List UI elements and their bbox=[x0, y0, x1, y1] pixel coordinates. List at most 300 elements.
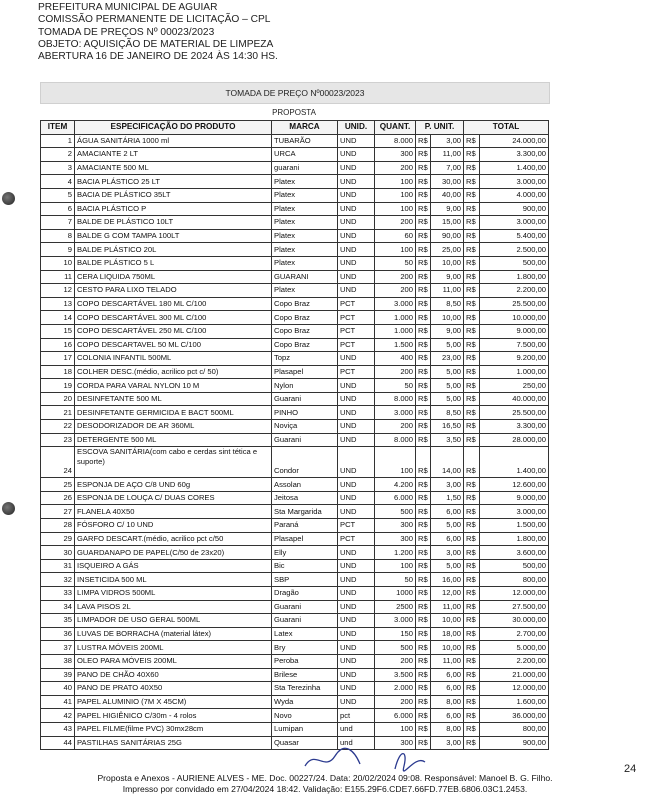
cell-unit-price: 6,00 bbox=[431, 668, 464, 682]
table-row bbox=[41, 311, 549, 325]
cell-description: FLANELA 40X50 bbox=[75, 505, 272, 519]
cell-brand: Platex bbox=[272, 229, 338, 243]
cell-description: DESINFETANTE GERMICIDA E BACT 500ML bbox=[75, 406, 272, 420]
cell-unit-price: 3,00 bbox=[431, 478, 464, 492]
cell-unit-price: 11,00 bbox=[431, 148, 464, 162]
cell-brand: Plasapel bbox=[272, 365, 338, 379]
cell-price-currency: R$ bbox=[416, 175, 431, 189]
cell-unit-price: 8,50 bbox=[431, 406, 464, 420]
table-row bbox=[41, 202, 549, 216]
cell-quantity: 150 bbox=[375, 627, 416, 641]
header-commission: COMISSÃO PERMANENTE DE LICITAÇÃO – CPL bbox=[38, 14, 271, 26]
cell-total: 9.200,00 bbox=[480, 352, 549, 366]
col-header-item: ITEM bbox=[41, 121, 75, 135]
cell-description: ESCOVA SANITÁRIA(com cabo e cerdas sint tética e suporte) bbox=[75, 447, 272, 478]
cell-price-currency: R$ bbox=[416, 668, 431, 682]
cell-unit: und bbox=[338, 722, 375, 736]
footer-line-1: Proposta e Anexos - AURIENE ALVES - ME. Doc. 00227/24. Data: 20/02/2024 09:08. Responsável: Manoel B. G. Filho. bbox=[97, 773, 553, 783]
cell-unit-price: 14,00 bbox=[431, 447, 464, 478]
cell-item: 1 bbox=[41, 134, 75, 148]
table-row bbox=[41, 216, 549, 230]
cell-unit: UND bbox=[338, 641, 375, 655]
cell-brand: Elly bbox=[272, 546, 338, 560]
cell-brand: Dragão bbox=[272, 587, 338, 601]
table-row bbox=[41, 270, 549, 284]
cell-unit: UND bbox=[338, 433, 375, 447]
table-row bbox=[41, 546, 549, 560]
table-header-row bbox=[41, 121, 549, 135]
cell-item: 28 bbox=[41, 519, 75, 533]
cell-quantity: 100 bbox=[375, 188, 416, 202]
table-row bbox=[41, 229, 549, 243]
tender-banner: TOMADA DE PREÇO Nº00023/2023 bbox=[40, 82, 550, 104]
cell-description: BALDE PLÁSTICO 20L bbox=[75, 243, 272, 257]
table-row bbox=[41, 668, 549, 682]
cell-description: LIMPADOR DE USO GERAL 500ML bbox=[75, 614, 272, 628]
cell-item: 41 bbox=[41, 695, 75, 709]
cell-unit-price: 5,00 bbox=[431, 338, 464, 352]
cell-unit: UND bbox=[338, 559, 375, 573]
cell-price-currency: R$ bbox=[416, 365, 431, 379]
cell-total-currency: R$ bbox=[464, 532, 480, 546]
cell-unit-price: 9,00 bbox=[431, 202, 464, 216]
cell-total: 1.500,00 bbox=[480, 519, 549, 533]
cell-total-currency: R$ bbox=[464, 216, 480, 230]
cell-total-currency: R$ bbox=[464, 505, 480, 519]
table-row bbox=[41, 682, 549, 696]
footer-line-2: Impresso por convidado em 27/04/2024 18:42. Validação: E155.29F6.CDE7.66FD.77EB.6806.03C1.2453. bbox=[122, 784, 528, 794]
cell-item: 34 bbox=[41, 600, 75, 614]
cell-brand: PINHO bbox=[272, 406, 338, 420]
cell-total: 24.000,00 bbox=[480, 134, 549, 148]
cell-price-currency: R$ bbox=[416, 379, 431, 393]
table-row bbox=[41, 600, 549, 614]
cell-unit: UND bbox=[338, 216, 375, 230]
cell-item: 36 bbox=[41, 627, 75, 641]
cell-price-currency: R$ bbox=[416, 559, 431, 573]
cell-total-currency: R$ bbox=[464, 270, 480, 284]
cell-brand: Platex bbox=[272, 188, 338, 202]
table-row bbox=[41, 175, 549, 189]
cell-unit: UND bbox=[338, 229, 375, 243]
header-opening-date: ABERTURA 16 DE JANEIRO DE 2024 ÀS 14:30 HS. bbox=[38, 51, 278, 63]
cell-total: 7.500,00 bbox=[480, 338, 549, 352]
cell-item: 8 bbox=[41, 229, 75, 243]
table-row bbox=[41, 573, 549, 587]
cell-unit-price: 5,00 bbox=[431, 365, 464, 379]
cell-total: 4.000,00 bbox=[480, 188, 549, 202]
table-row bbox=[41, 559, 549, 573]
cell-unit-price: 3,00 bbox=[431, 736, 464, 750]
cell-item: 3 bbox=[41, 161, 75, 175]
table-row bbox=[41, 736, 549, 750]
cell-description: COLHER DESC.(médio, acrilico pct c/ 50) bbox=[75, 365, 272, 379]
cell-unit: PCT bbox=[338, 532, 375, 546]
col-header-unit: UNID. bbox=[338, 121, 375, 135]
signature-mark bbox=[300, 744, 450, 774]
cell-unit-price: 3,50 bbox=[431, 433, 464, 447]
cell-total: 5.000,00 bbox=[480, 641, 549, 655]
cell-total-currency: R$ bbox=[464, 365, 480, 379]
cell-brand: Platex bbox=[272, 216, 338, 230]
table-row bbox=[41, 324, 549, 338]
table-row bbox=[41, 297, 549, 311]
cell-total-currency: R$ bbox=[464, 243, 480, 257]
cell-quantity: 1.000 bbox=[375, 311, 416, 325]
cell-unit: PCT bbox=[338, 338, 375, 352]
table-row bbox=[41, 641, 549, 655]
cell-quantity: 100 bbox=[375, 202, 416, 216]
cell-description: BACIA PLÁSTICO 25 LT bbox=[75, 175, 272, 189]
cell-total-currency: R$ bbox=[464, 491, 480, 505]
cell-description: PAPEL HIGIÊNICO C/30m - 4 rolos bbox=[75, 709, 272, 723]
cell-price-currency: R$ bbox=[416, 587, 431, 601]
table-row bbox=[41, 532, 549, 546]
cell-description: COLONIA INFANTIL 500ML bbox=[75, 352, 272, 366]
cell-brand: Bic bbox=[272, 559, 338, 573]
cell-description: ESPONJA DE AÇO C/8 UND 60g bbox=[75, 478, 272, 492]
cell-description: DETERGENTE 500 ML bbox=[75, 433, 272, 447]
cell-price-currency: R$ bbox=[416, 297, 431, 311]
cell-price-currency: R$ bbox=[416, 148, 431, 162]
cell-total: 800,00 bbox=[480, 573, 549, 587]
cell-item: 35 bbox=[41, 614, 75, 628]
col-header-unit-price: P. UNIT. bbox=[416, 121, 464, 135]
cell-quantity: 60 bbox=[375, 229, 416, 243]
cell-quantity: 6.000 bbox=[375, 491, 416, 505]
cell-price-currency: R$ bbox=[416, 614, 431, 628]
cell-description: PANO DE PRATO 40X50 bbox=[75, 682, 272, 696]
cell-total-currency: R$ bbox=[464, 695, 480, 709]
cell-description: ISQUEIRO A GÁS bbox=[75, 559, 272, 573]
cell-unit-price: 15,00 bbox=[431, 216, 464, 230]
cell-total-currency: R$ bbox=[464, 256, 480, 270]
cell-item: 19 bbox=[41, 379, 75, 393]
cell-unit: UND bbox=[338, 627, 375, 641]
cell-price-currency: R$ bbox=[416, 736, 431, 750]
cell-description: COPO DESCARTÁVEL 300 ML C/100 bbox=[75, 311, 272, 325]
cell-description: BALDE G COM TAMPA 100LT bbox=[75, 229, 272, 243]
table-row bbox=[41, 614, 549, 628]
cell-item: 27 bbox=[41, 505, 75, 519]
cell-total: 1.000,00 bbox=[480, 365, 549, 379]
cell-total: 250,00 bbox=[480, 379, 549, 393]
cell-quantity: 300 bbox=[375, 532, 416, 546]
cell-total: 12.000,00 bbox=[480, 682, 549, 696]
cell-description: COPO DESCARTÁVEL 250 ML C/100 bbox=[75, 324, 272, 338]
cell-quantity: 500 bbox=[375, 641, 416, 655]
document-header bbox=[38, 2, 458, 63]
cell-brand: Brilese bbox=[272, 668, 338, 682]
cell-total-currency: R$ bbox=[464, 352, 480, 366]
cell-description: FÓSFORO C/ 10 UND bbox=[75, 519, 272, 533]
cell-unit: UND bbox=[338, 243, 375, 257]
cell-item: 24 bbox=[41, 447, 75, 478]
table-row bbox=[41, 519, 549, 533]
cell-unit-price: 10,00 bbox=[431, 311, 464, 325]
cell-total-currency: R$ bbox=[464, 709, 480, 723]
cell-unit-price: 3,00 bbox=[431, 134, 464, 148]
cell-quantity: 200 bbox=[375, 216, 416, 230]
cell-unit-price: 5,00 bbox=[431, 559, 464, 573]
cell-unit: UND bbox=[338, 352, 375, 366]
cell-item: 7 bbox=[41, 216, 75, 230]
cell-brand: TUBARÃO bbox=[272, 134, 338, 148]
cell-total-currency: R$ bbox=[464, 338, 480, 352]
cell-price-currency: R$ bbox=[416, 338, 431, 352]
cell-brand: guarani bbox=[272, 161, 338, 175]
cell-unit: und bbox=[338, 736, 375, 750]
cell-price-currency: R$ bbox=[416, 722, 431, 736]
cell-quantity: 1.200 bbox=[375, 546, 416, 560]
cell-unit: UND bbox=[338, 175, 375, 189]
cell-quantity: 100 bbox=[375, 175, 416, 189]
table-row bbox=[41, 722, 549, 736]
cell-brand: URCA bbox=[272, 148, 338, 162]
cell-quantity: 200 bbox=[375, 695, 416, 709]
cell-description: AMACIANTE 500 ML bbox=[75, 161, 272, 175]
cell-brand: SBP bbox=[272, 573, 338, 587]
table-row bbox=[41, 161, 549, 175]
cell-unit-price: 11,00 bbox=[431, 284, 464, 298]
cell-item: 37 bbox=[41, 641, 75, 655]
table-row bbox=[41, 433, 549, 447]
cell-unit-price: 10,00 bbox=[431, 641, 464, 655]
cell-total: 9.000,00 bbox=[480, 324, 549, 338]
col-header-brand: MARCA bbox=[272, 121, 338, 135]
cell-brand: Platex bbox=[272, 243, 338, 257]
cell-item: 22 bbox=[41, 420, 75, 434]
cell-unit: UND bbox=[338, 134, 375, 148]
cell-brand: Nylon bbox=[272, 379, 338, 393]
cell-price-currency: R$ bbox=[416, 695, 431, 709]
cell-total-currency: R$ bbox=[464, 478, 480, 492]
cell-unit: pct bbox=[338, 709, 375, 723]
cell-price-currency: R$ bbox=[416, 270, 431, 284]
cell-quantity: 400 bbox=[375, 352, 416, 366]
cell-unit-price: 9,00 bbox=[431, 324, 464, 338]
cell-unit-price: 11,00 bbox=[431, 654, 464, 668]
cell-item: 42 bbox=[41, 709, 75, 723]
cell-total: 21.000,00 bbox=[480, 668, 549, 682]
table-row bbox=[41, 709, 549, 723]
cell-total-currency: R$ bbox=[464, 188, 480, 202]
cell-total-currency: R$ bbox=[464, 573, 480, 587]
cell-price-currency: R$ bbox=[416, 216, 431, 230]
cell-unit-price: 1,50 bbox=[431, 491, 464, 505]
table-row bbox=[41, 365, 549, 379]
cell-item: 44 bbox=[41, 736, 75, 750]
cell-quantity: 8.000 bbox=[375, 433, 416, 447]
cell-unit-price: 10,00 bbox=[431, 256, 464, 270]
cell-item: 29 bbox=[41, 532, 75, 546]
cell-item: 18 bbox=[41, 365, 75, 379]
cell-item: 40 bbox=[41, 682, 75, 696]
cell-unit-price: 25,00 bbox=[431, 243, 464, 257]
cell-quantity: 2500 bbox=[375, 600, 416, 614]
table-row bbox=[41, 447, 549, 478]
cell-unit: UND bbox=[338, 587, 375, 601]
cell-description: PASTILHAS SANITÁRIAS 25G bbox=[75, 736, 272, 750]
cell-unit-price: 6,00 bbox=[431, 709, 464, 723]
cell-quantity: 50 bbox=[375, 379, 416, 393]
cell-brand: Condor bbox=[272, 447, 338, 478]
cell-total: 2.200,00 bbox=[480, 654, 549, 668]
cell-unit: UND bbox=[338, 682, 375, 696]
punch-hole-icon bbox=[2, 192, 15, 205]
table-row bbox=[41, 587, 549, 601]
cell-brand: Copo Braz bbox=[272, 297, 338, 311]
table-row bbox=[41, 379, 549, 393]
table-row bbox=[41, 478, 549, 492]
cell-price-currency: R$ bbox=[416, 654, 431, 668]
cell-price-currency: R$ bbox=[416, 505, 431, 519]
cell-price-currency: R$ bbox=[416, 161, 431, 175]
cell-item: 38 bbox=[41, 654, 75, 668]
cell-price-currency: R$ bbox=[416, 202, 431, 216]
cell-price-currency: R$ bbox=[416, 573, 431, 587]
cell-brand: Copo Braz bbox=[272, 338, 338, 352]
cell-total: 28.000,00 bbox=[480, 433, 549, 447]
cell-total: 1.400,00 bbox=[480, 161, 549, 175]
cell-total-currency: R$ bbox=[464, 546, 480, 560]
cell-unit: UND bbox=[338, 695, 375, 709]
cell-unit: UND bbox=[338, 600, 375, 614]
cell-total: 1.600,00 bbox=[480, 695, 549, 709]
cell-price-currency: R$ bbox=[416, 519, 431, 533]
cell-total-currency: R$ bbox=[464, 641, 480, 655]
cell-quantity: 200 bbox=[375, 161, 416, 175]
cell-total-currency: R$ bbox=[464, 175, 480, 189]
cell-total-currency: R$ bbox=[464, 587, 480, 601]
cell-price-currency: R$ bbox=[416, 134, 431, 148]
cell-total: 25.500,00 bbox=[480, 297, 549, 311]
cell-brand: Platex bbox=[272, 175, 338, 189]
cell-quantity: 200 bbox=[375, 270, 416, 284]
cell-total: 2.500,00 bbox=[480, 243, 549, 257]
cell-unit-price: 23,00 bbox=[431, 352, 464, 366]
table-body bbox=[41, 134, 549, 750]
cell-description: GUARDANAPO DE PAPEL(C/50 de 23x20) bbox=[75, 546, 272, 560]
cell-quantity: 4.200 bbox=[375, 478, 416, 492]
cell-price-currency: R$ bbox=[416, 311, 431, 325]
cell-unit-price: 9,00 bbox=[431, 270, 464, 284]
cell-item: 17 bbox=[41, 352, 75, 366]
cell-unit: PCT bbox=[338, 297, 375, 311]
cell-total: 500,00 bbox=[480, 559, 549, 573]
cell-item: 13 bbox=[41, 297, 75, 311]
punch-hole-icon bbox=[2, 502, 15, 515]
cell-total: 36.000,00 bbox=[480, 709, 549, 723]
cell-unit-price: 8,00 bbox=[431, 695, 464, 709]
cell-description: BALDE DE PLÁSTICO 10LT bbox=[75, 216, 272, 230]
cell-brand: Plasapel bbox=[272, 532, 338, 546]
cell-brand: Latex bbox=[272, 627, 338, 641]
header-object: OBJETO: AQUISIÇÃO DE MATERIAL DE LIMPEZA bbox=[38, 38, 274, 50]
cell-description: PAPEL ALUMINIO (7M X 45CM) bbox=[75, 695, 272, 709]
cell-description: CERA LIQUIDA 750ML bbox=[75, 270, 272, 284]
cell-price-currency: R$ bbox=[416, 324, 431, 338]
cell-item: 12 bbox=[41, 284, 75, 298]
cell-total-currency: R$ bbox=[464, 134, 480, 148]
cell-brand: Platex bbox=[272, 202, 338, 216]
cell-price-currency: R$ bbox=[416, 641, 431, 655]
cell-price-currency: R$ bbox=[416, 433, 431, 447]
cell-description: CORDA PARA VARAL NYLON 10 M bbox=[75, 379, 272, 393]
cell-total-currency: R$ bbox=[464, 392, 480, 406]
cell-price-currency: R$ bbox=[416, 682, 431, 696]
cell-description: DESODORIZADOR DE AR 360ML bbox=[75, 420, 272, 434]
cell-unit-price: 40,00 bbox=[431, 188, 464, 202]
cell-unit: UND bbox=[338, 188, 375, 202]
cell-total: 3.600,00 bbox=[480, 546, 549, 560]
table-row bbox=[41, 134, 549, 148]
cell-brand: Wyda bbox=[272, 695, 338, 709]
cell-price-currency: R$ bbox=[416, 600, 431, 614]
cell-description: CESTO PARA LIXO TELADO bbox=[75, 284, 272, 298]
cell-unit: UND bbox=[338, 148, 375, 162]
cell-description: INSETICIDA 500 ML bbox=[75, 573, 272, 587]
cell-item: 2 bbox=[41, 148, 75, 162]
table-row bbox=[41, 243, 549, 257]
cell-unit-price: 90,00 bbox=[431, 229, 464, 243]
cell-unit: UND bbox=[338, 478, 375, 492]
cell-unit: UND bbox=[338, 505, 375, 519]
cell-total: 40.000,00 bbox=[480, 392, 549, 406]
cell-total: 1.400,00 bbox=[480, 447, 549, 478]
cell-total-currency: R$ bbox=[464, 654, 480, 668]
cell-total-currency: R$ bbox=[464, 297, 480, 311]
cell-item: 31 bbox=[41, 559, 75, 573]
cell-quantity: 6.000 bbox=[375, 709, 416, 723]
table-row bbox=[41, 352, 549, 366]
cell-unit: UND bbox=[338, 379, 375, 393]
cell-unit-price: 10,00 bbox=[431, 614, 464, 628]
cell-total-currency: R$ bbox=[464, 736, 480, 750]
cell-unit: UND bbox=[338, 668, 375, 682]
cell-item: 30 bbox=[41, 546, 75, 560]
table-row bbox=[41, 338, 549, 352]
page-number: 24 bbox=[624, 763, 637, 775]
cell-total-currency: R$ bbox=[464, 519, 480, 533]
cell-unit-price: 30,00 bbox=[431, 175, 464, 189]
cell-total: 3.300,00 bbox=[480, 148, 549, 162]
cell-unit-price: 6,00 bbox=[431, 532, 464, 546]
cell-price-currency: R$ bbox=[416, 546, 431, 560]
cell-description: BALDE PLÁSTICO 5 L bbox=[75, 256, 272, 270]
cell-unit: UND bbox=[338, 392, 375, 406]
cell-item: 21 bbox=[41, 406, 75, 420]
cell-description: COPO DESCARTÁVEL 180 ML C/100 bbox=[75, 297, 272, 311]
table-row bbox=[41, 256, 549, 270]
cell-quantity: 200 bbox=[375, 365, 416, 379]
cell-item: 43 bbox=[41, 722, 75, 736]
cell-brand: Platex bbox=[272, 256, 338, 270]
cell-total-currency: R$ bbox=[464, 627, 480, 641]
cell-price-currency: R$ bbox=[416, 420, 431, 434]
cell-total-currency: R$ bbox=[464, 229, 480, 243]
cell-unit: UND bbox=[338, 614, 375, 628]
cell-item: 32 bbox=[41, 573, 75, 587]
cell-item: 11 bbox=[41, 270, 75, 284]
col-header-quantity: QUANT. bbox=[375, 121, 416, 135]
cell-description: AMACIANTE 2 LT bbox=[75, 148, 272, 162]
cell-unit-price: 5,00 bbox=[431, 379, 464, 393]
cell-unit: UND bbox=[338, 654, 375, 668]
cell-description: GARFO DESCART.(médio, acrilico pct c/50 bbox=[75, 532, 272, 546]
cell-description: COPO DESCARTAVEL 50 ML C/100 bbox=[75, 338, 272, 352]
cell-unit-price: 5,00 bbox=[431, 392, 464, 406]
